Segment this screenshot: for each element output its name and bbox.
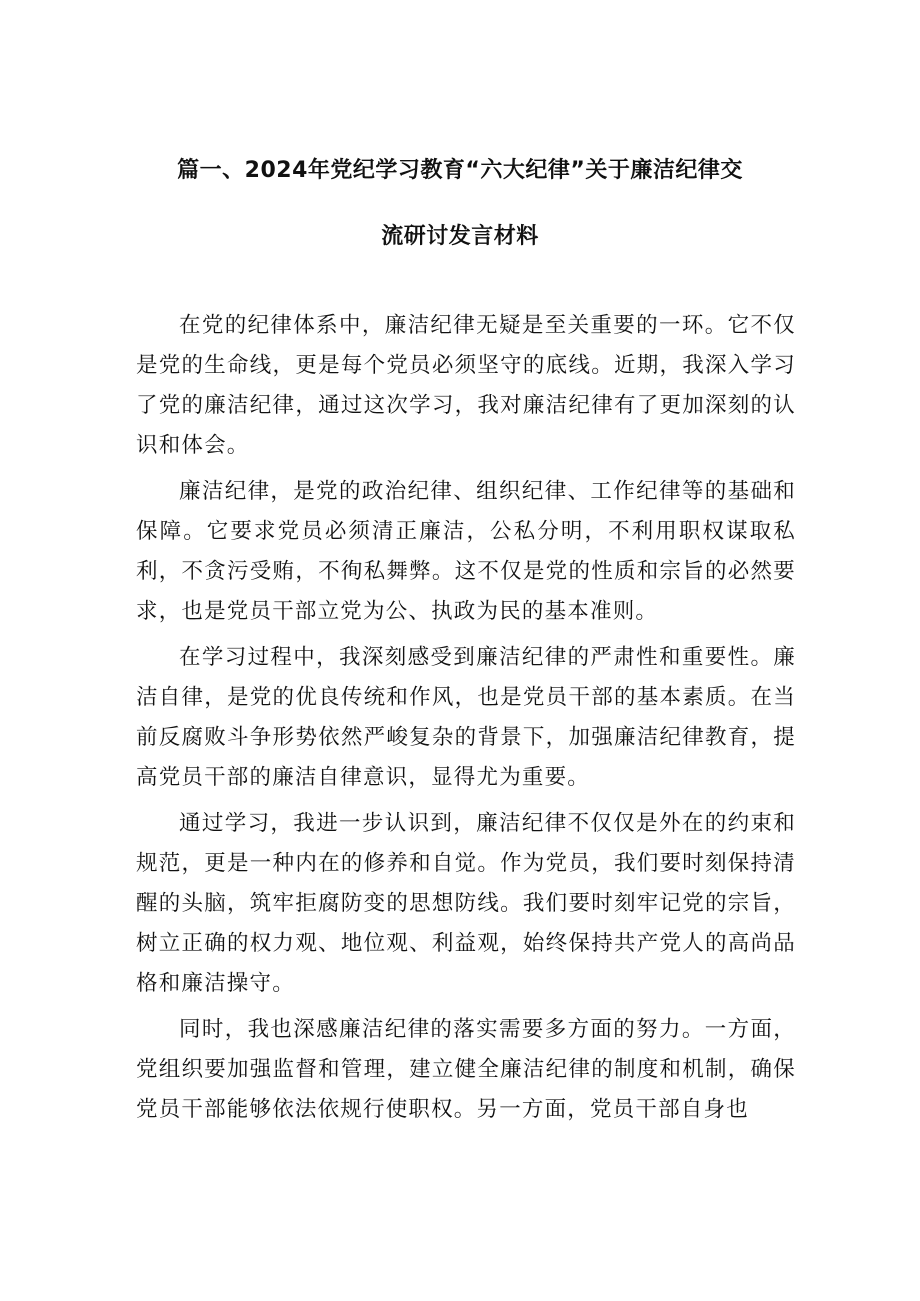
document-body	[136, 306, 796, 1136]
title-line-2: 流研讨发言材料	[381, 224, 539, 249]
paragraph-1: 在党的纪律体系中，廉洁纪律无疑是至关重要的一环。它不仅是党的生命线，更是每个党员必须坚守的底线。近期，我深入学习了党的廉洁纪律，通过这次学习，我对廉洁纪律有了更加深刻的认识和体会。	[136, 313, 796, 458]
title-line-1: 篇一、2024年党纪学习教育“六大纪律”关于廉洁纪律交	[177, 158, 743, 183]
paragraph-2: 廉洁纪律，是党的政治纪律、组织纪律、工作纪律等的基础和保障。它要求党员必须清正廉洁，公私分明，不利用职权谋取私利，不贪污受贿，不徇私舞弊。这不仅是党的性质和宗旨的必然要求，也是党员干部立党为公、执政为民的基本准则。	[136, 479, 796, 624]
paragraph-4: 通过学习，我进一步认识到，廉洁纪律不仅仅是外在的约束和规范，更是一种内在的修养和自觉。作为党员，我们要时刻保持清醒的头脑，筑牢拒腐防变的思想防线。我们要时刻牢记党的宗旨，树立正确的权力观、地位观、利益观，始终保持共产党人的高尚品格和廉洁操守。	[136, 811, 796, 996]
document-title	[120, 138, 800, 270]
paragraph-3: 在学习过程中，我深刻感受到廉洁纪律的严肃性和重要性。廉洁自律，是党的优良传统和作风，也是党员干部的基本素质。在当前反腐败斗争形势依然严峻复杂的背景下，加强廉洁纪律教育，提高党员干部的廉洁自律意识，显得尤为重要。	[136, 645, 796, 790]
paragraph-5: 同时，我也深感廉洁纪律的落实需要多方面的努力。一方面，党组织要加强监督和管理，建立健全廉洁纪律的制度和机制，确保党员干部能够依法依规行使职权。另一方面，党员干部自身也	[136, 1017, 796, 1122]
